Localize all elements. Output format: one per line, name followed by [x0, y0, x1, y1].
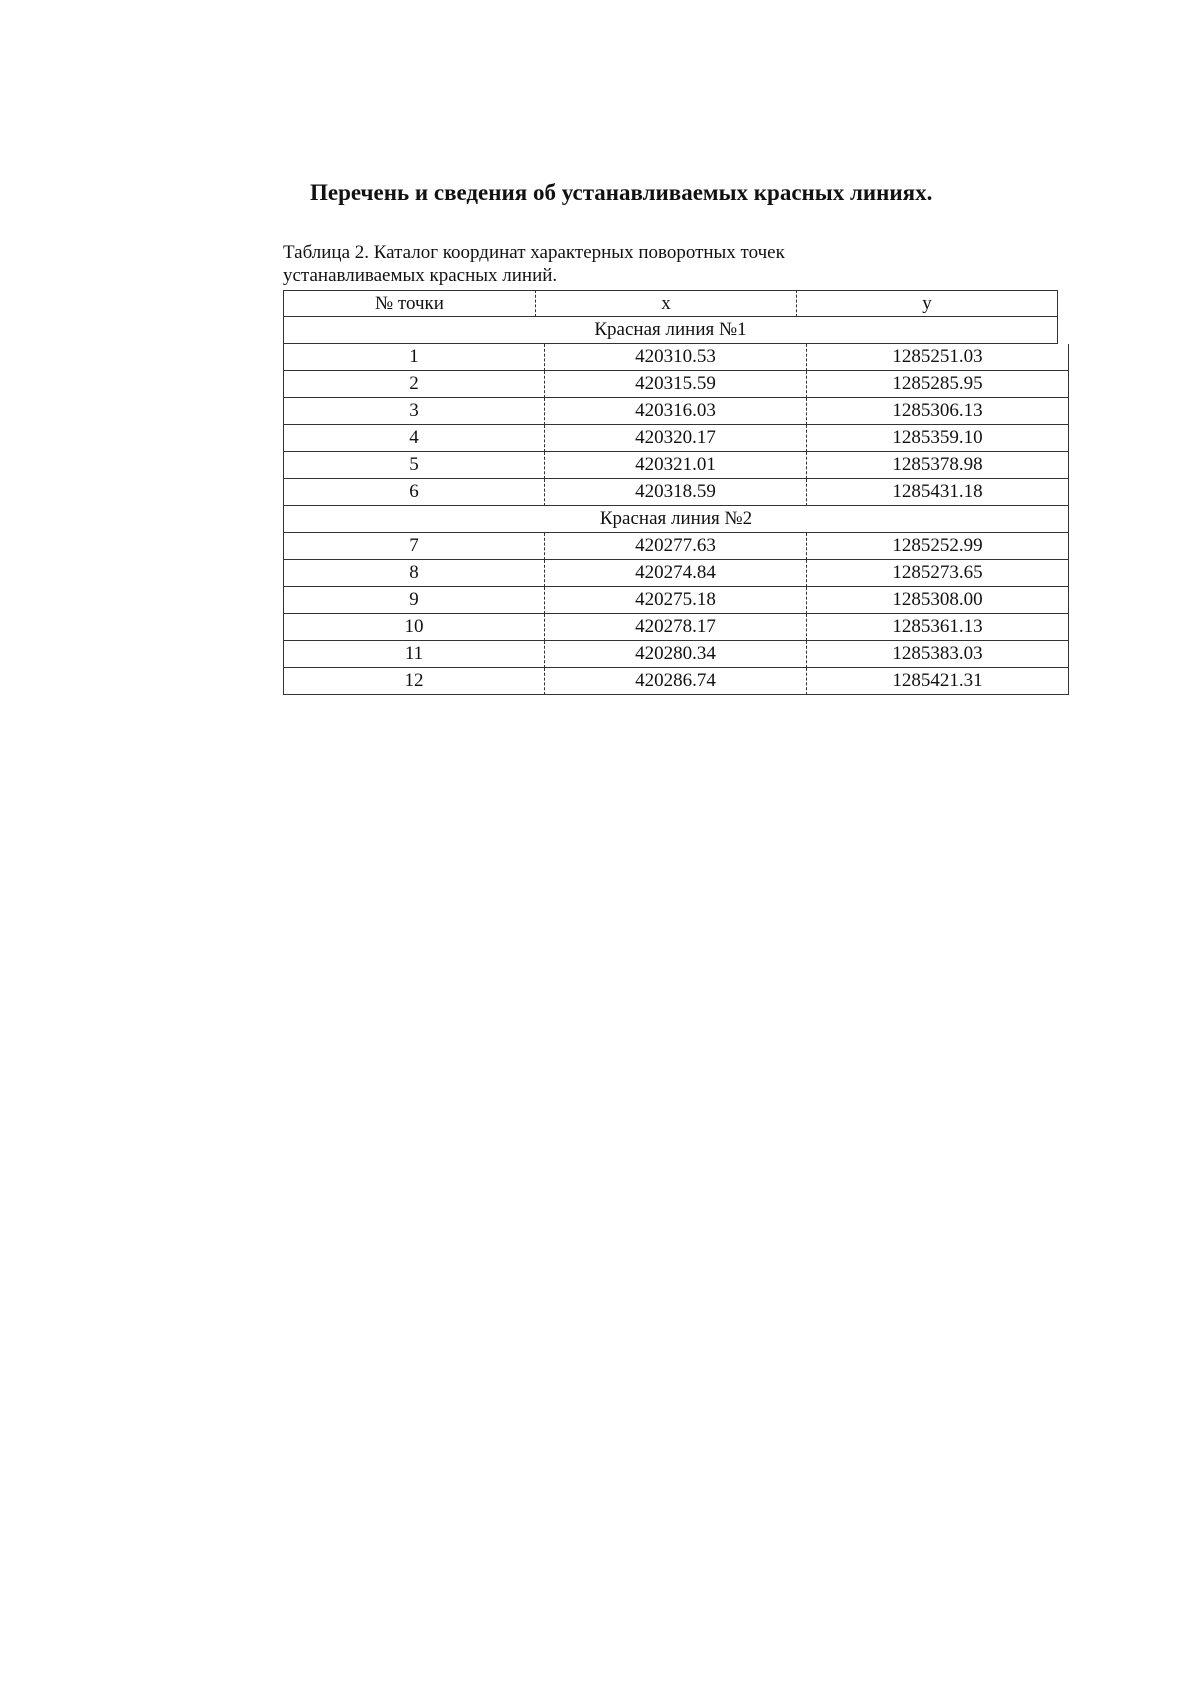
point-number-cell: 9: [283, 587, 545, 614]
point-number-cell: 2: [283, 371, 545, 398]
section-label: Красная линия №1: [283, 317, 1058, 344]
point-number-cell: 11: [283, 641, 545, 668]
y-coordinate-cell: 1285285.95: [807, 371, 1069, 398]
point-number-cell: 7: [283, 533, 545, 560]
x-coordinate-cell: 420275.18: [545, 587, 807, 614]
table-caption-line-2: устанавливаемых красных линий.: [283, 265, 558, 286]
x-coordinate-cell: 420320.17: [545, 425, 807, 452]
y-coordinate-cell: 1285383.03: [807, 641, 1069, 668]
point-number-cell: 4: [283, 425, 545, 452]
section-label: Красная линия №2: [283, 506, 1069, 533]
table-caption-line-1: Таблица 2. Каталог координат характерных поворотных точек: [283, 242, 785, 263]
x-coordinate-cell: 420274.84: [545, 560, 807, 587]
point-number-cell: 1: [283, 344, 545, 371]
x-coordinate-cell: 420321.01: [545, 452, 807, 479]
point-number-cell: 10: [283, 614, 545, 641]
point-number-cell: 8: [283, 560, 545, 587]
point-number-cell: 6: [283, 479, 545, 506]
table-caption: [283, 241, 1043, 287]
y-coordinate-cell: 1285251.03: [807, 344, 1069, 371]
x-coordinate-cell: 420316.03: [545, 398, 807, 425]
x-coordinate-cell: 420277.63: [545, 533, 807, 560]
y-coordinate-cell: 1285273.65: [807, 560, 1069, 587]
x-coordinate-cell: 420280.34: [545, 641, 807, 668]
x-coordinate-cell: 420278.17: [545, 614, 807, 641]
x-coordinate-cell: 420315.59: [545, 371, 807, 398]
x-coordinate-cell: 420310.53: [545, 344, 807, 371]
header-point-number: № точки: [283, 290, 536, 317]
y-coordinate-cell: 1285359.10: [807, 425, 1069, 452]
x-coordinate-cell: 420286.74: [545, 668, 807, 695]
header-y: y: [797, 290, 1058, 317]
y-coordinate-cell: 1285252.99: [807, 533, 1069, 560]
point-number-cell: 3: [283, 398, 545, 425]
y-coordinate-cell: 1285306.13: [807, 398, 1069, 425]
y-coordinate-cell: 1285308.00: [807, 587, 1069, 614]
x-coordinate-cell: 420318.59: [545, 479, 807, 506]
header-x: x: [536, 290, 797, 317]
y-coordinate-cell: 1285431.18: [807, 479, 1069, 506]
y-coordinate-cell: 1285378.98: [807, 452, 1069, 479]
y-coordinate-cell: 1285421.31: [807, 668, 1069, 695]
point-number-cell: 5: [283, 452, 545, 479]
page-title: Перечень и сведения об устанавливаемых красных линиях.: [310, 180, 933, 205]
y-coordinate-cell: 1285361.13: [807, 614, 1069, 641]
point-number-cell: 12: [283, 668, 545, 695]
